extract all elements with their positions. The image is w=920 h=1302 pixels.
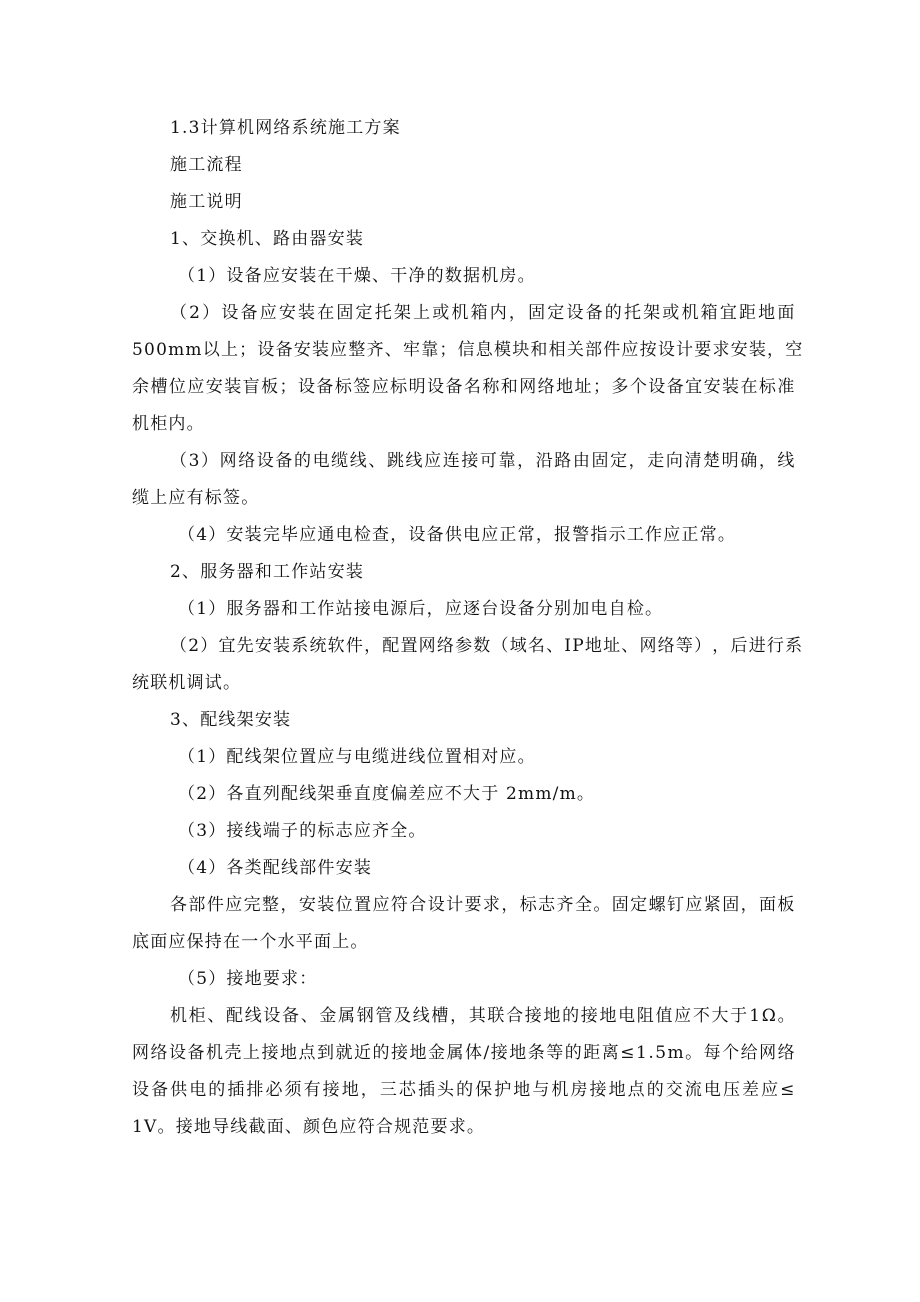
section-title: 1.3计算机网络系统施工方案 (170, 118, 401, 138)
paragraph-line: 机 柜 、 配 线 设 备 、 金 属 钢 管 及 线 槽 ， 其 联 合 接 地 的 接 地 电 阻 值 应 不 大 于 1 Ω 。 (170, 1006, 796, 1026)
subsection-heading-switch-router: 1、交换机、路由器安装 (170, 229, 365, 249)
paragraph-line: （1）服务器和工作站接电源后，应逐台设备分别加电自检。 (178, 599, 664, 619)
paragraph-line: 网 络 设 备 机 壳 上 接 地 点 到 就 近 的 接 地 金 属 体 / 接 地 条 等 的 距 离 ≤ 1 . 5 m 。 每 个 给 网 络 (132, 1043, 796, 1063)
paragraph-line: （5）接地要求： (178, 969, 318, 989)
paragraph-line: （1）配线架位置应与电缆进线位置相对应。 (178, 747, 536, 767)
paragraph-line: 5 0 0 m m 以 上 ； 设 备 安 装 应 整 齐 、 牢 靠 ； 信 息 模 块 和 相 关 部 件 应 按 设 计 要 求 安 装 ， 空 (132, 340, 804, 360)
subsection-heading-patch-panel: 3、配线架安装 (170, 710, 292, 730)
paragraph-line: 各 部 件 应 完 整 ， 安 装 位 置 应 符 合 设 计 要 求 ， 标 志 齐 全 。 固 定 螺 钉 应 紧 固 ， 面 板 (170, 895, 796, 915)
paragraph-line: （2）各直列配线架垂直度偏差应不大于 2mm/m。 (178, 784, 596, 804)
paragraph-line: 缆上应有标签。 (132, 488, 260, 508)
paragraph-line: 1V。接地导线截面、颜色应符合规范要求。 (132, 1117, 486, 1137)
paragraph-line: （3）接线端子的标志应齐全。 (178, 821, 427, 841)
paragraph-line: 机柜内。 (132, 414, 205, 434)
paragraph-line: （4）安装完毕应通电检查，设备供电应正常，报警指示工作应正常。 (178, 525, 737, 545)
paragraph-line: 设 备 供 电 的 插 排 必 须 有 接 地 ， 三 芯 插 头 的 保 护 地 与 机 房 接 地 点 的 交 流 电 压 差 应 ≤ (132, 1080, 796, 1100)
subsection-heading-server-workstation: 2、服务器和工作站安装 (170, 562, 365, 582)
paragraph-line: （ 3 ） 网 络 设 备 的 电 缆 线 、 跳 线 应 连 接 可 靠 ， 沿 路 由 固 定 ， 走 向 清 楚 明 确 ， 线 (170, 451, 796, 471)
paragraph-line: （ 2 ） 设 备 应 安 装 在 固 定 托 架 上 或 机 箱 内 ， 固 定 设 备 的 托 架 或 机 箱 宜 距 地 面 (170, 303, 796, 323)
paragraph-line: 余 槽 位 应 安 装 盲 板 ； 设 备 标 签 应 标 明 设 备 名 称 和 网 络 地 址 ； 多 个 设 备 宜 安 装 在 标 准 (132, 377, 796, 397)
paragraph-line: 统联机调试。 (132, 673, 242, 693)
paragraph-line: （ 2 ） 宜 先 安 装 系 统 软 件 ， 配 置 网 络 参 数 （ 域 名 、 I P 地 址 、 网 络 等 ） ， 后 进 行 系 (170, 636, 804, 656)
construction-notes-heading: 施工说明 (170, 192, 243, 212)
paragraph-line: 底面应保持在一个水平面上。 (132, 932, 369, 952)
paragraph-line: （1）设备应安装在干燥、干净的数据机房。 (178, 266, 536, 286)
paragraph-line: （4）各类配线部件安装 (178, 858, 373, 878)
construction-flow-heading: 施工流程 (170, 155, 243, 175)
